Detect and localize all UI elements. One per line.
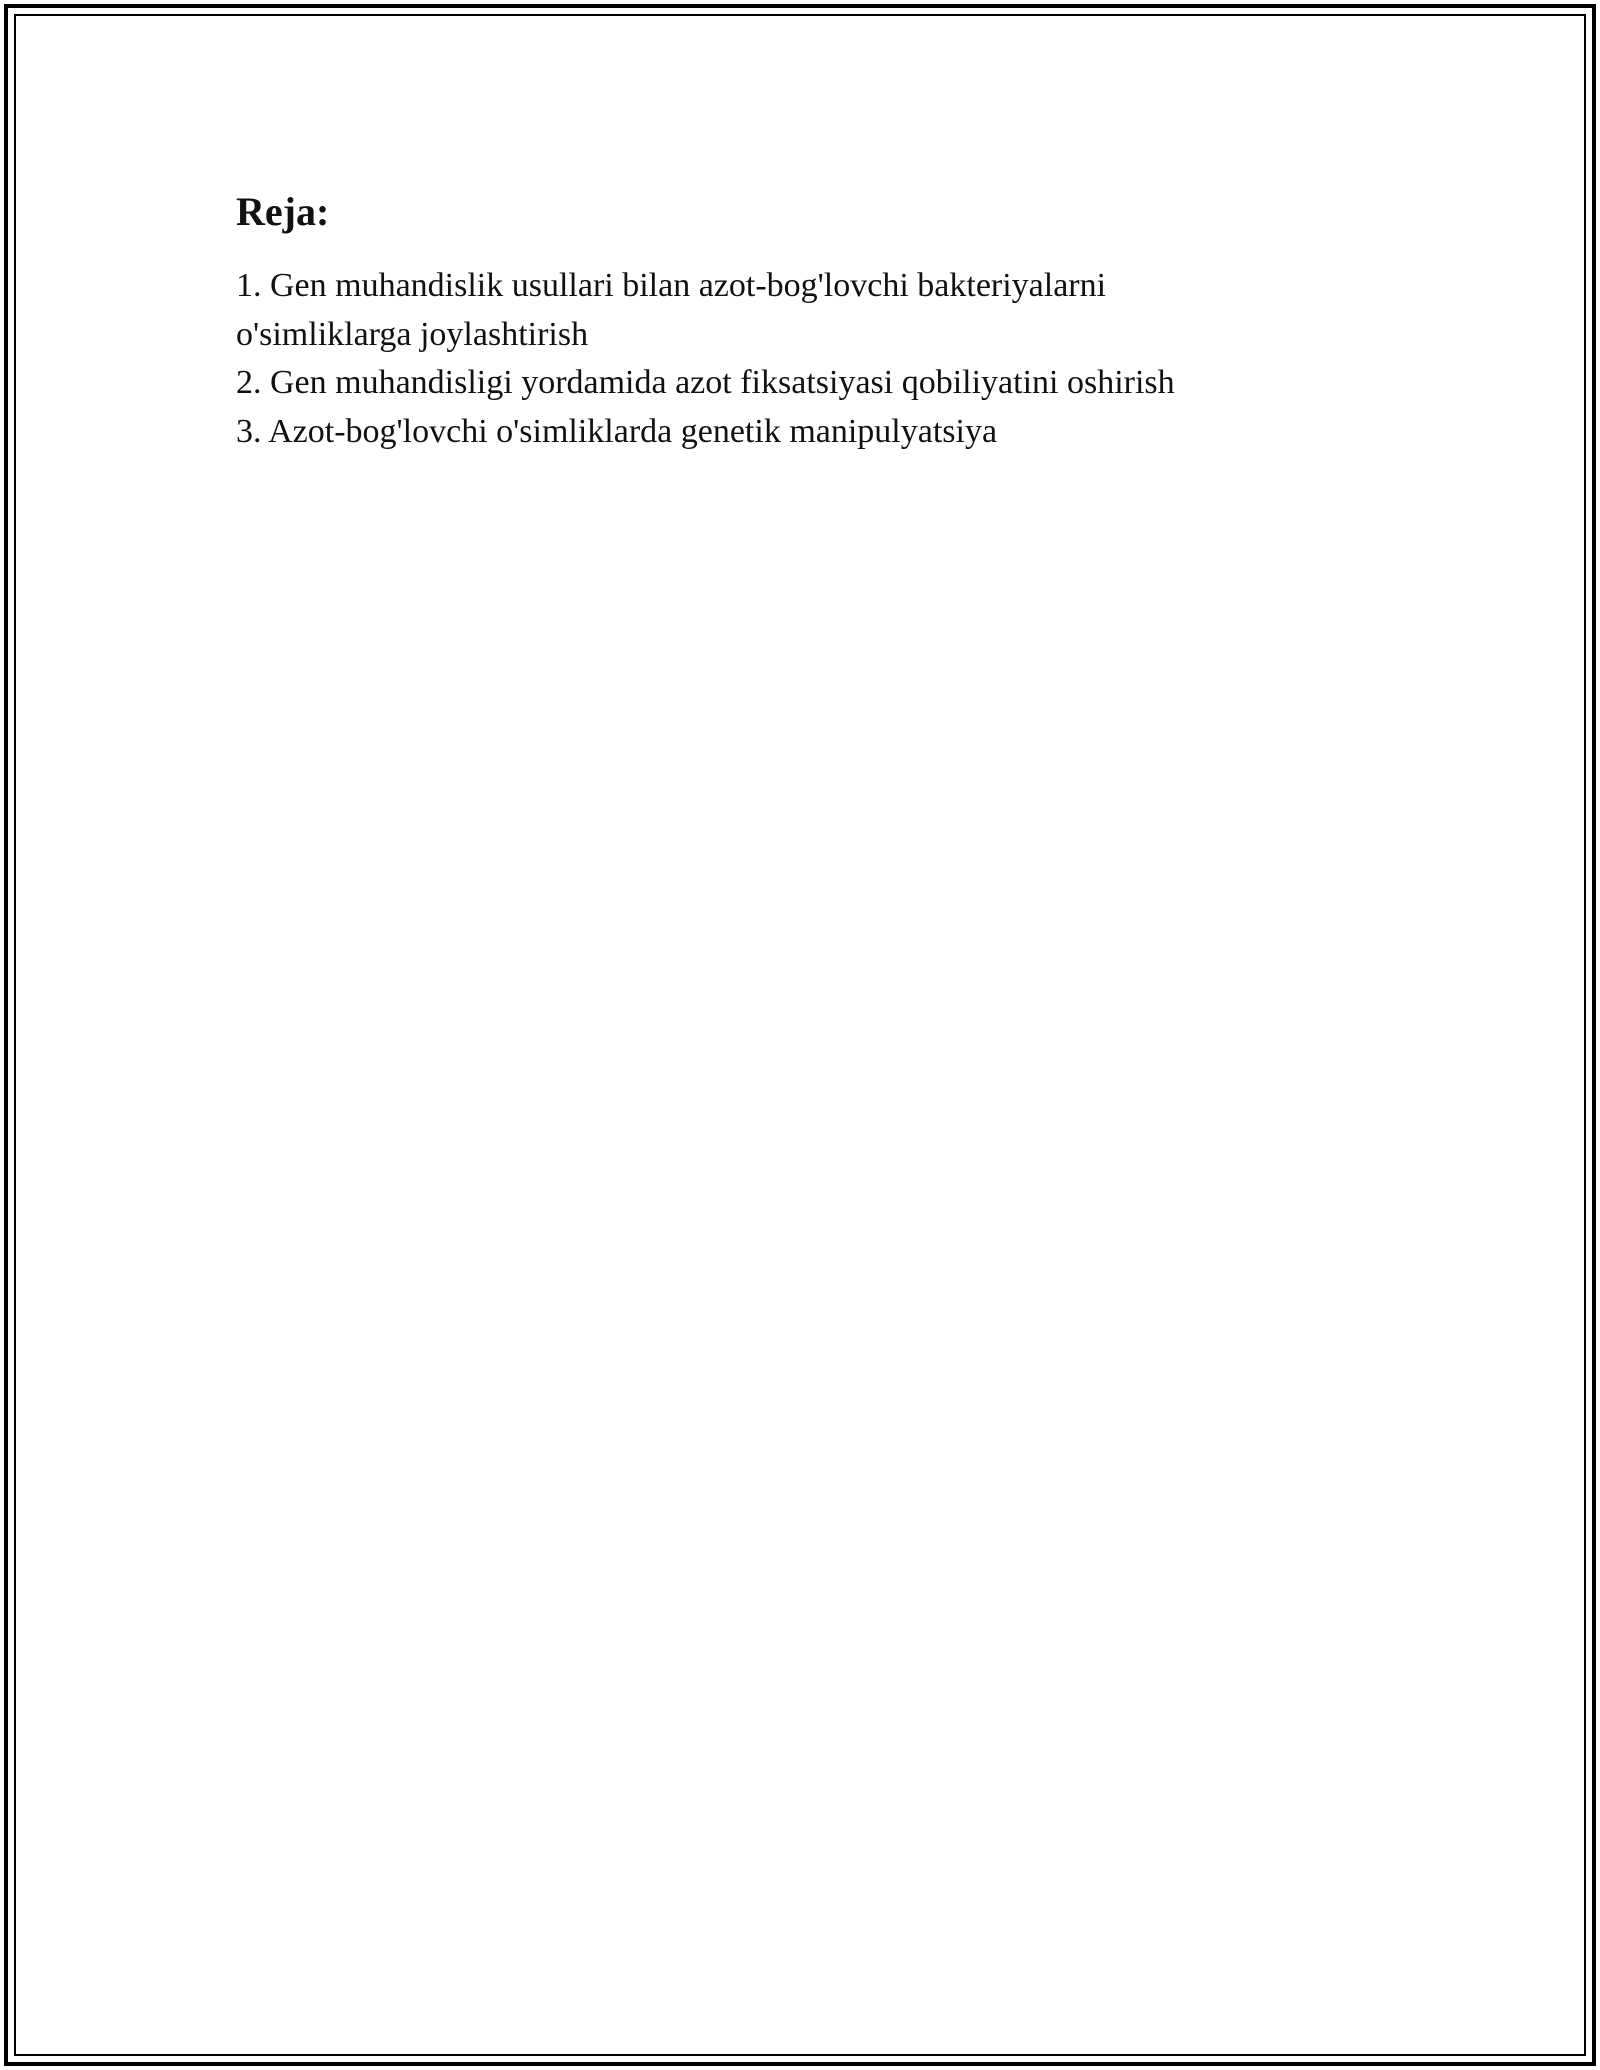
plan-item-1: 1. Gen muhandislik usullari bilan azot-bog'lovchi bakteriyalarni o'simliklarga joylashtirish: [236, 267, 1107, 353]
plan-list: [236, 262, 1386, 456]
plan-heading: Reja:: [236, 189, 330, 234]
plan-item-3: 3. Azot-bog'lovchi o'simliklarda genetik manipulyatsiya: [236, 412, 998, 450]
page-content: [236, 186, 1386, 456]
plan-item-2: 2. Gen muhandisligi yordamida azot fiksatsiyasi qobiliyatini oshirish: [236, 364, 1175, 401]
